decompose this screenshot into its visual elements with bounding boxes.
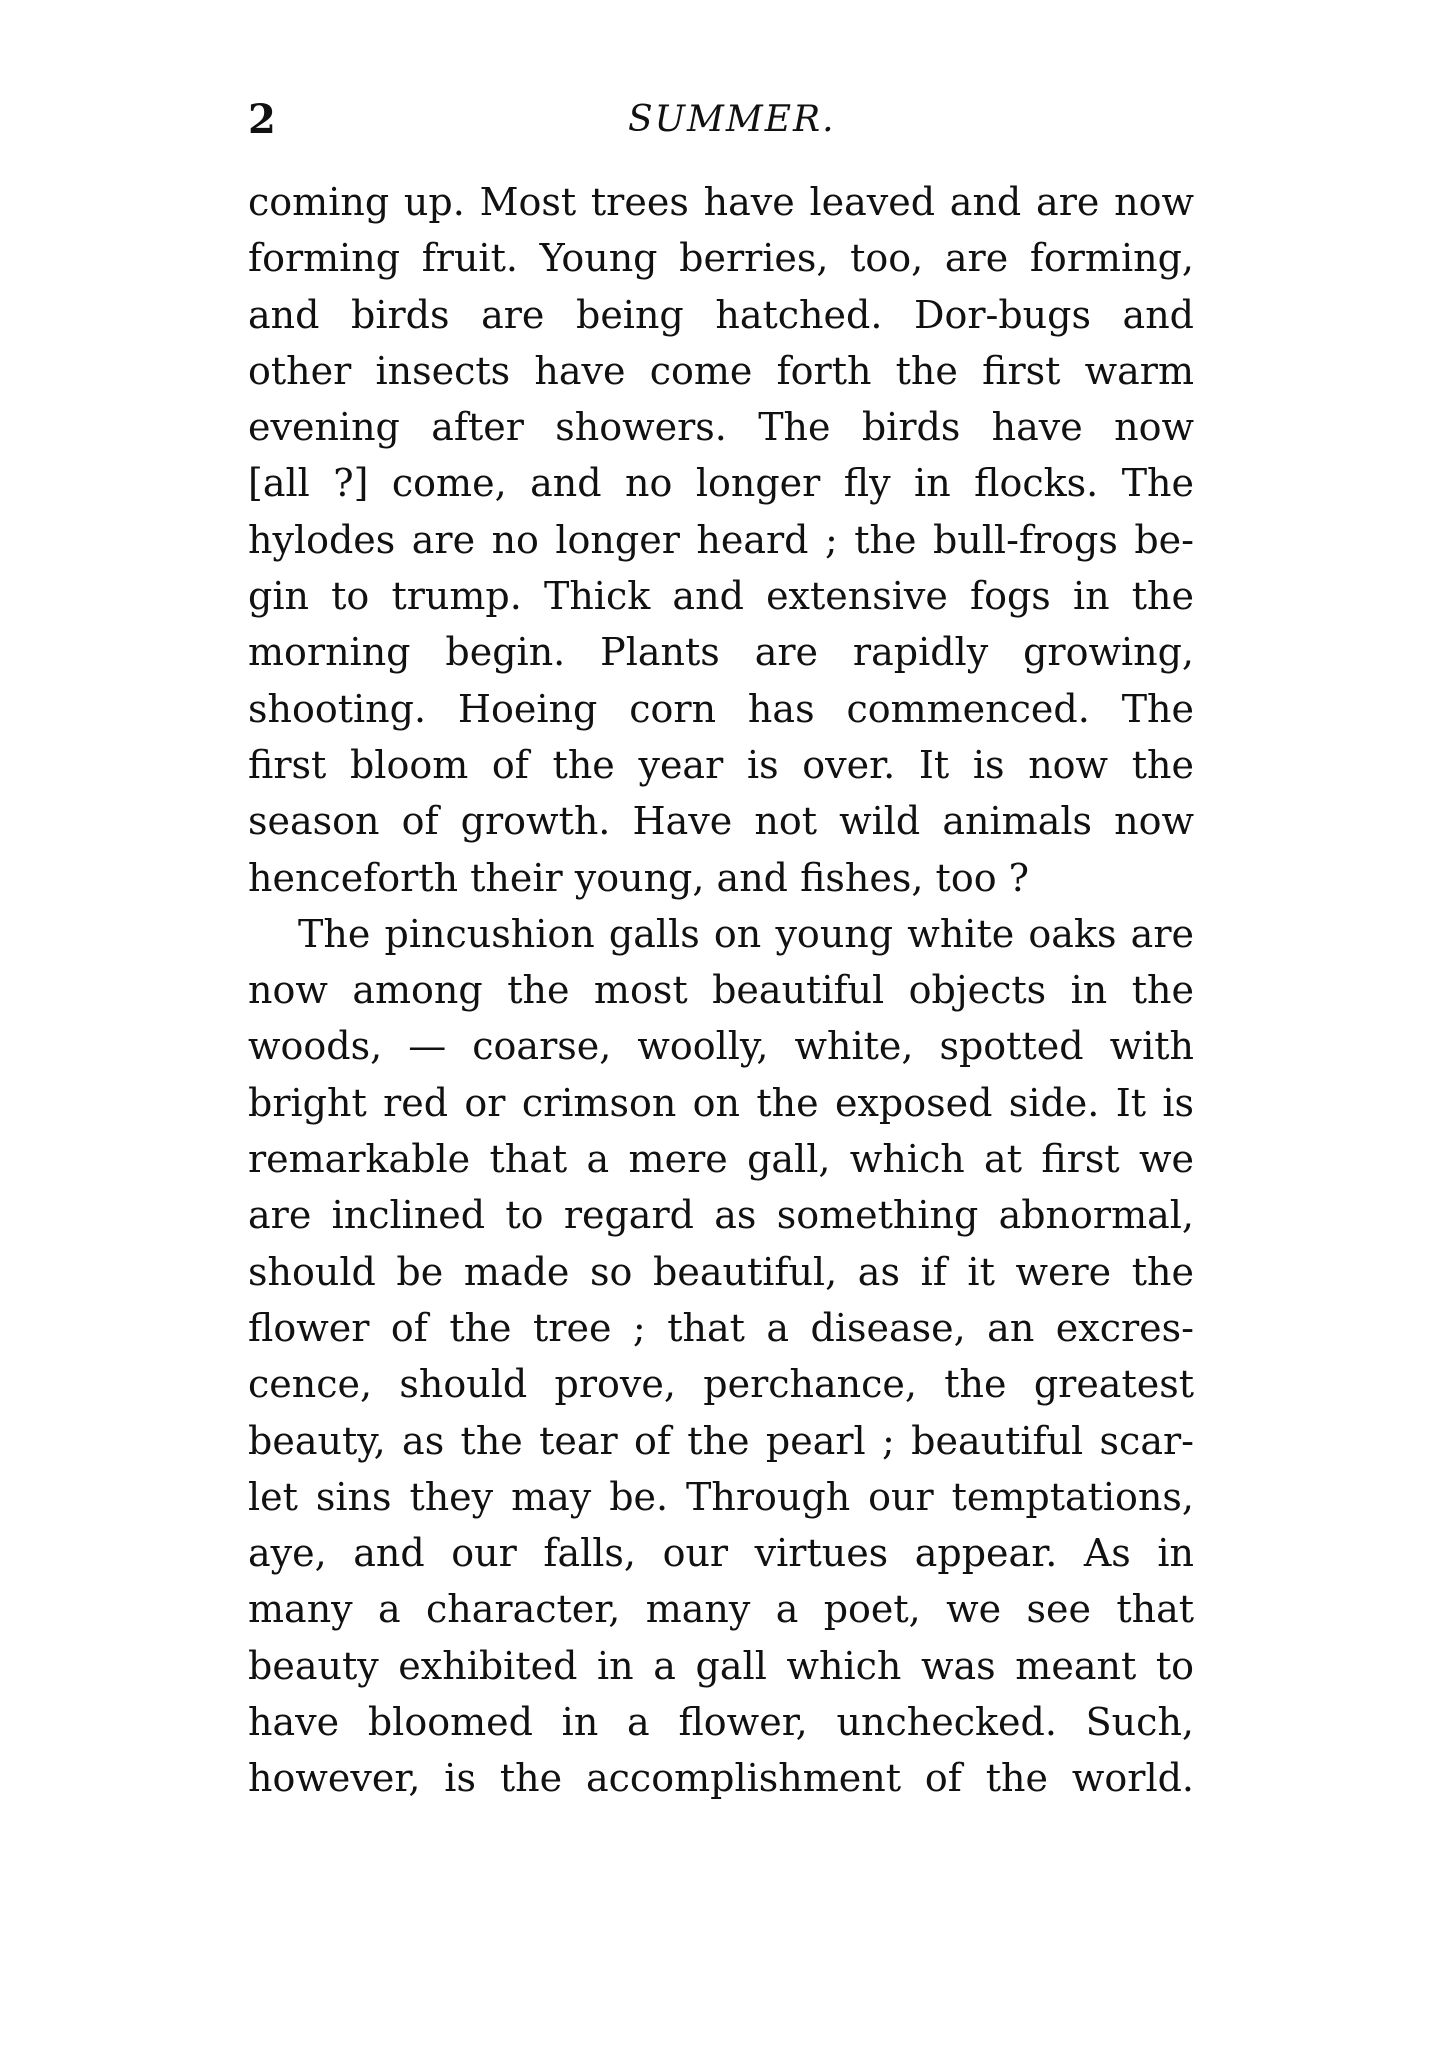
text-line: let sins they may be. Through our temptations, xyxy=(248,1474,1194,1519)
text-line: have bloomed in a flower, unchecked. Such, xyxy=(248,1700,1194,1745)
text-line: evening after showers. The birds have now xyxy=(248,405,1194,450)
text-line: woods, — coarse, woolly, white, spotted with xyxy=(248,1024,1194,1069)
text-line: beauty exhibited in a gall which was meant to xyxy=(248,1643,1194,1688)
page-number: 2 xyxy=(248,96,276,143)
text-line: beauty, as the tear of the pearl ; beautiful scar- xyxy=(248,1418,1194,1463)
text-line: should be made so beautiful, as if it were the xyxy=(248,1249,1194,1294)
text-line: hylodes are no longer heard ; the bull-frogs be- xyxy=(248,517,1194,562)
body-text xyxy=(248,174,1194,1807)
text-line: cence, should prove, perchance, the greatest xyxy=(248,1362,1194,1407)
running-title: SUMMER. xyxy=(628,99,836,140)
text-line: season of growth. Have not wild animals now xyxy=(248,799,1194,844)
text-line: gin to trump. Thick and extensive fogs in the xyxy=(248,574,1194,619)
text-line: [all ?] come, and no longer fly in flocks. The xyxy=(248,461,1194,506)
text-line: and birds are being hatched. Dor-bugs and xyxy=(248,292,1194,337)
text-line: are inclined to regard as something abnormal, xyxy=(248,1193,1194,1238)
text-line: many a character, many a poet, we see that xyxy=(248,1587,1194,1632)
text-line: other insects have come forth the first warm xyxy=(248,348,1194,393)
running-head xyxy=(248,92,1194,148)
text-line: now among the most beautiful objects in the xyxy=(248,968,1194,1013)
text-line: first bloom of the year is over. It is now the xyxy=(248,742,1194,787)
text-line: forming fruit. Young berries, too, are forming, xyxy=(248,236,1194,281)
text-line: aye, and our falls, our virtues appear. As in xyxy=(248,1531,1194,1576)
text-line: however, is the accomplishment of the world. xyxy=(248,1756,1194,1801)
paragraph-end-line: henceforth their young, and fishes, too ? xyxy=(248,855,1030,900)
text-line: bright red or crimson on the exposed side. It is xyxy=(248,1080,1194,1125)
text-line: morning begin. Plants are rapidly growing, xyxy=(248,630,1194,675)
text-line: remarkable that a mere gall, which at first we xyxy=(248,1137,1194,1182)
text-line: flower of the tree ; that a disease, an excres- xyxy=(248,1305,1194,1350)
text-line: shooting. Hoeing corn has commenced. The xyxy=(248,686,1194,731)
paragraph-first-line: The pincushion galls on young white oaks are xyxy=(298,911,1194,956)
text-line: coming up. Most trees have leaved and are now xyxy=(248,180,1194,224)
